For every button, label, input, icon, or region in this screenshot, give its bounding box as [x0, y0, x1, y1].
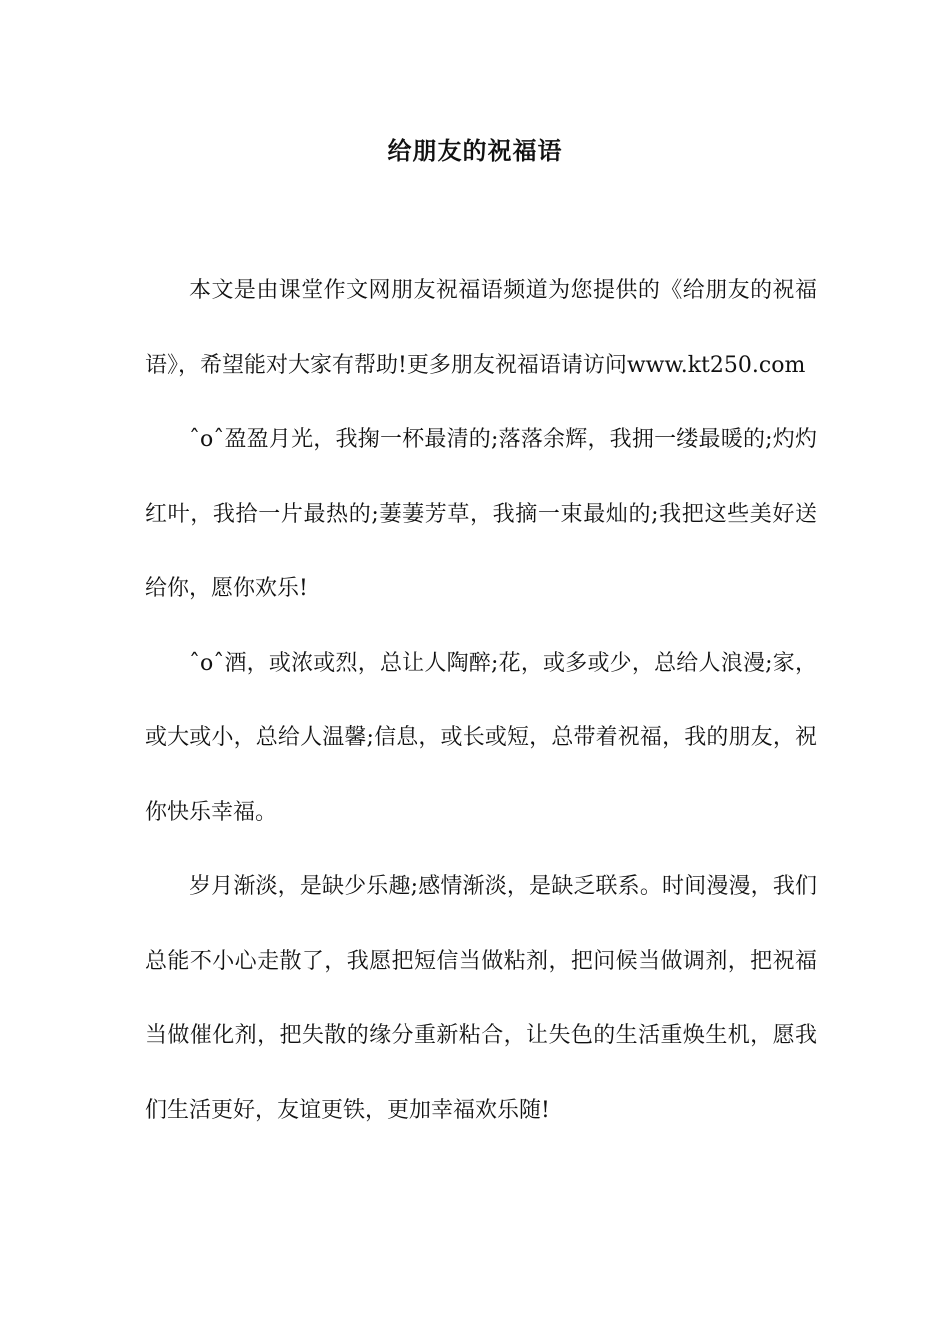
document-body: [145, 254, 817, 1148]
paragraph-intro: 本文是由课堂作文网朋友祝福语频道为您提供的《给朋友的祝福语》，希望能对大家有帮助!更多朋友祝福语请访问www.kt250.com: [145, 278, 817, 378]
paragraph-wine: ˆoˆ酒，或浓或烈，总让人陶醉;花，或多或少，总给人浪漫;家，或大或小，总给人温馨;信息，或长或短，总带着祝福，我的朋友，祝你快乐幸福。: [145, 650, 817, 825]
paragraph-moonlight: ˆoˆ盈盈月光，我掬一杯最清的;落落余辉，我拥一缕最暖的;灼灼红叶，我拾一片最热的;萋萋芳草，我摘一束最灿的;我把这些美好送给你，愿你欢乐!: [145, 427, 817, 601]
document-title: 给朋友的祝福语: [387, 136, 563, 165]
paragraph-years: 岁月渐淡，是缺少乐趣;感情渐淡，是缺乏联系。时间漫漫，我们总能不小心走散了，我愿把短信当做粘剂，把问候当做调剂，把祝福当做催化剂，把失散的缘分重新粘合，让失色的生活重焕生机，愿我们生活更好，友谊更铁，更加幸福欢乐随!: [145, 874, 817, 1123]
